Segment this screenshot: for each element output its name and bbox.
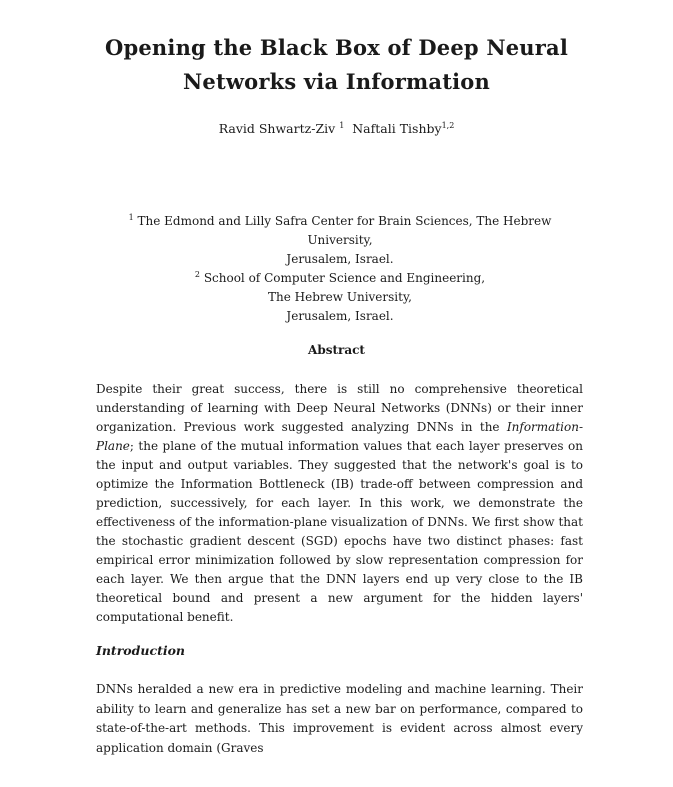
- abstract-body: [96, 380, 583, 627]
- author-list: [0, 120, 673, 138]
- title-line-2: Networks via Information: [183, 69, 490, 94]
- affiliation-line: The Hebrew University,: [268, 290, 412, 304]
- abstract-text: ; the plane of the mutual information values that each layer preserves on the input and output variables. They suggested that the network's goal is to optimize the Information Bottleneck (IB) trade-off between compression and prediction, successively, for each layer. In this work, we demonstrate the effectiveness of the information-plane visualization of DNNs. We first show that the stochastic gradient descent (SGD) epochs have two distinct phases: fast empirical error minimization followed by slow representation compression for each layer. We then argue that the DNN layers end up very close to the IB theoretical bound and present a new argument for the hidden layers' computational benefit.: [96, 439, 583, 624]
- abstract-text: Despite their great success, there is still no comprehensive theoretical understanding of learning with Deep Neural Networks (DNNs) or their inner organization. Previous work suggested analyzing DNNs in the: [96, 382, 583, 434]
- affiliation-line: School of Computer Science and Engineering,: [203, 271, 486, 285]
- affiliation-line: Jerusalem, Israel.: [286, 309, 394, 323]
- author-affiliation-mark: 1,2: [441, 120, 455, 130]
- affiliation-line: The Edmond and Lilly Safra Center for Brain Sciences, The Hebrew University,: [137, 214, 552, 247]
- affiliations: [100, 212, 580, 326]
- affiliation-mark: 1: [128, 213, 134, 222]
- introduction-body: DNNs heralded a new era in predictive modeling and machine learning. Their ability to learn and generalize has set a new bar on performance, compared to state-of-the-art methods. This improvement is evident across almost every application domain (Graves: [96, 682, 583, 755]
- author-name: Ravid Shwartz-Ziv: [218, 121, 336, 136]
- abstract-emphasis: Information-Plane: [96, 420, 583, 453]
- author-name: Naftali Tishby: [352, 121, 442, 136]
- paper-title: [60, 31, 613, 99]
- affiliation-line: Jerusalem, Israel.: [286, 252, 394, 266]
- affiliation-mark: 2: [194, 270, 200, 279]
- abstract-heading: Abstract: [308, 343, 365, 357]
- section-heading: Introduction: [96, 643, 186, 658]
- title-line-1: Opening the Black Box of Deep Neural: [104, 35, 568, 60]
- author-affiliation-mark: 1: [339, 120, 345, 130]
